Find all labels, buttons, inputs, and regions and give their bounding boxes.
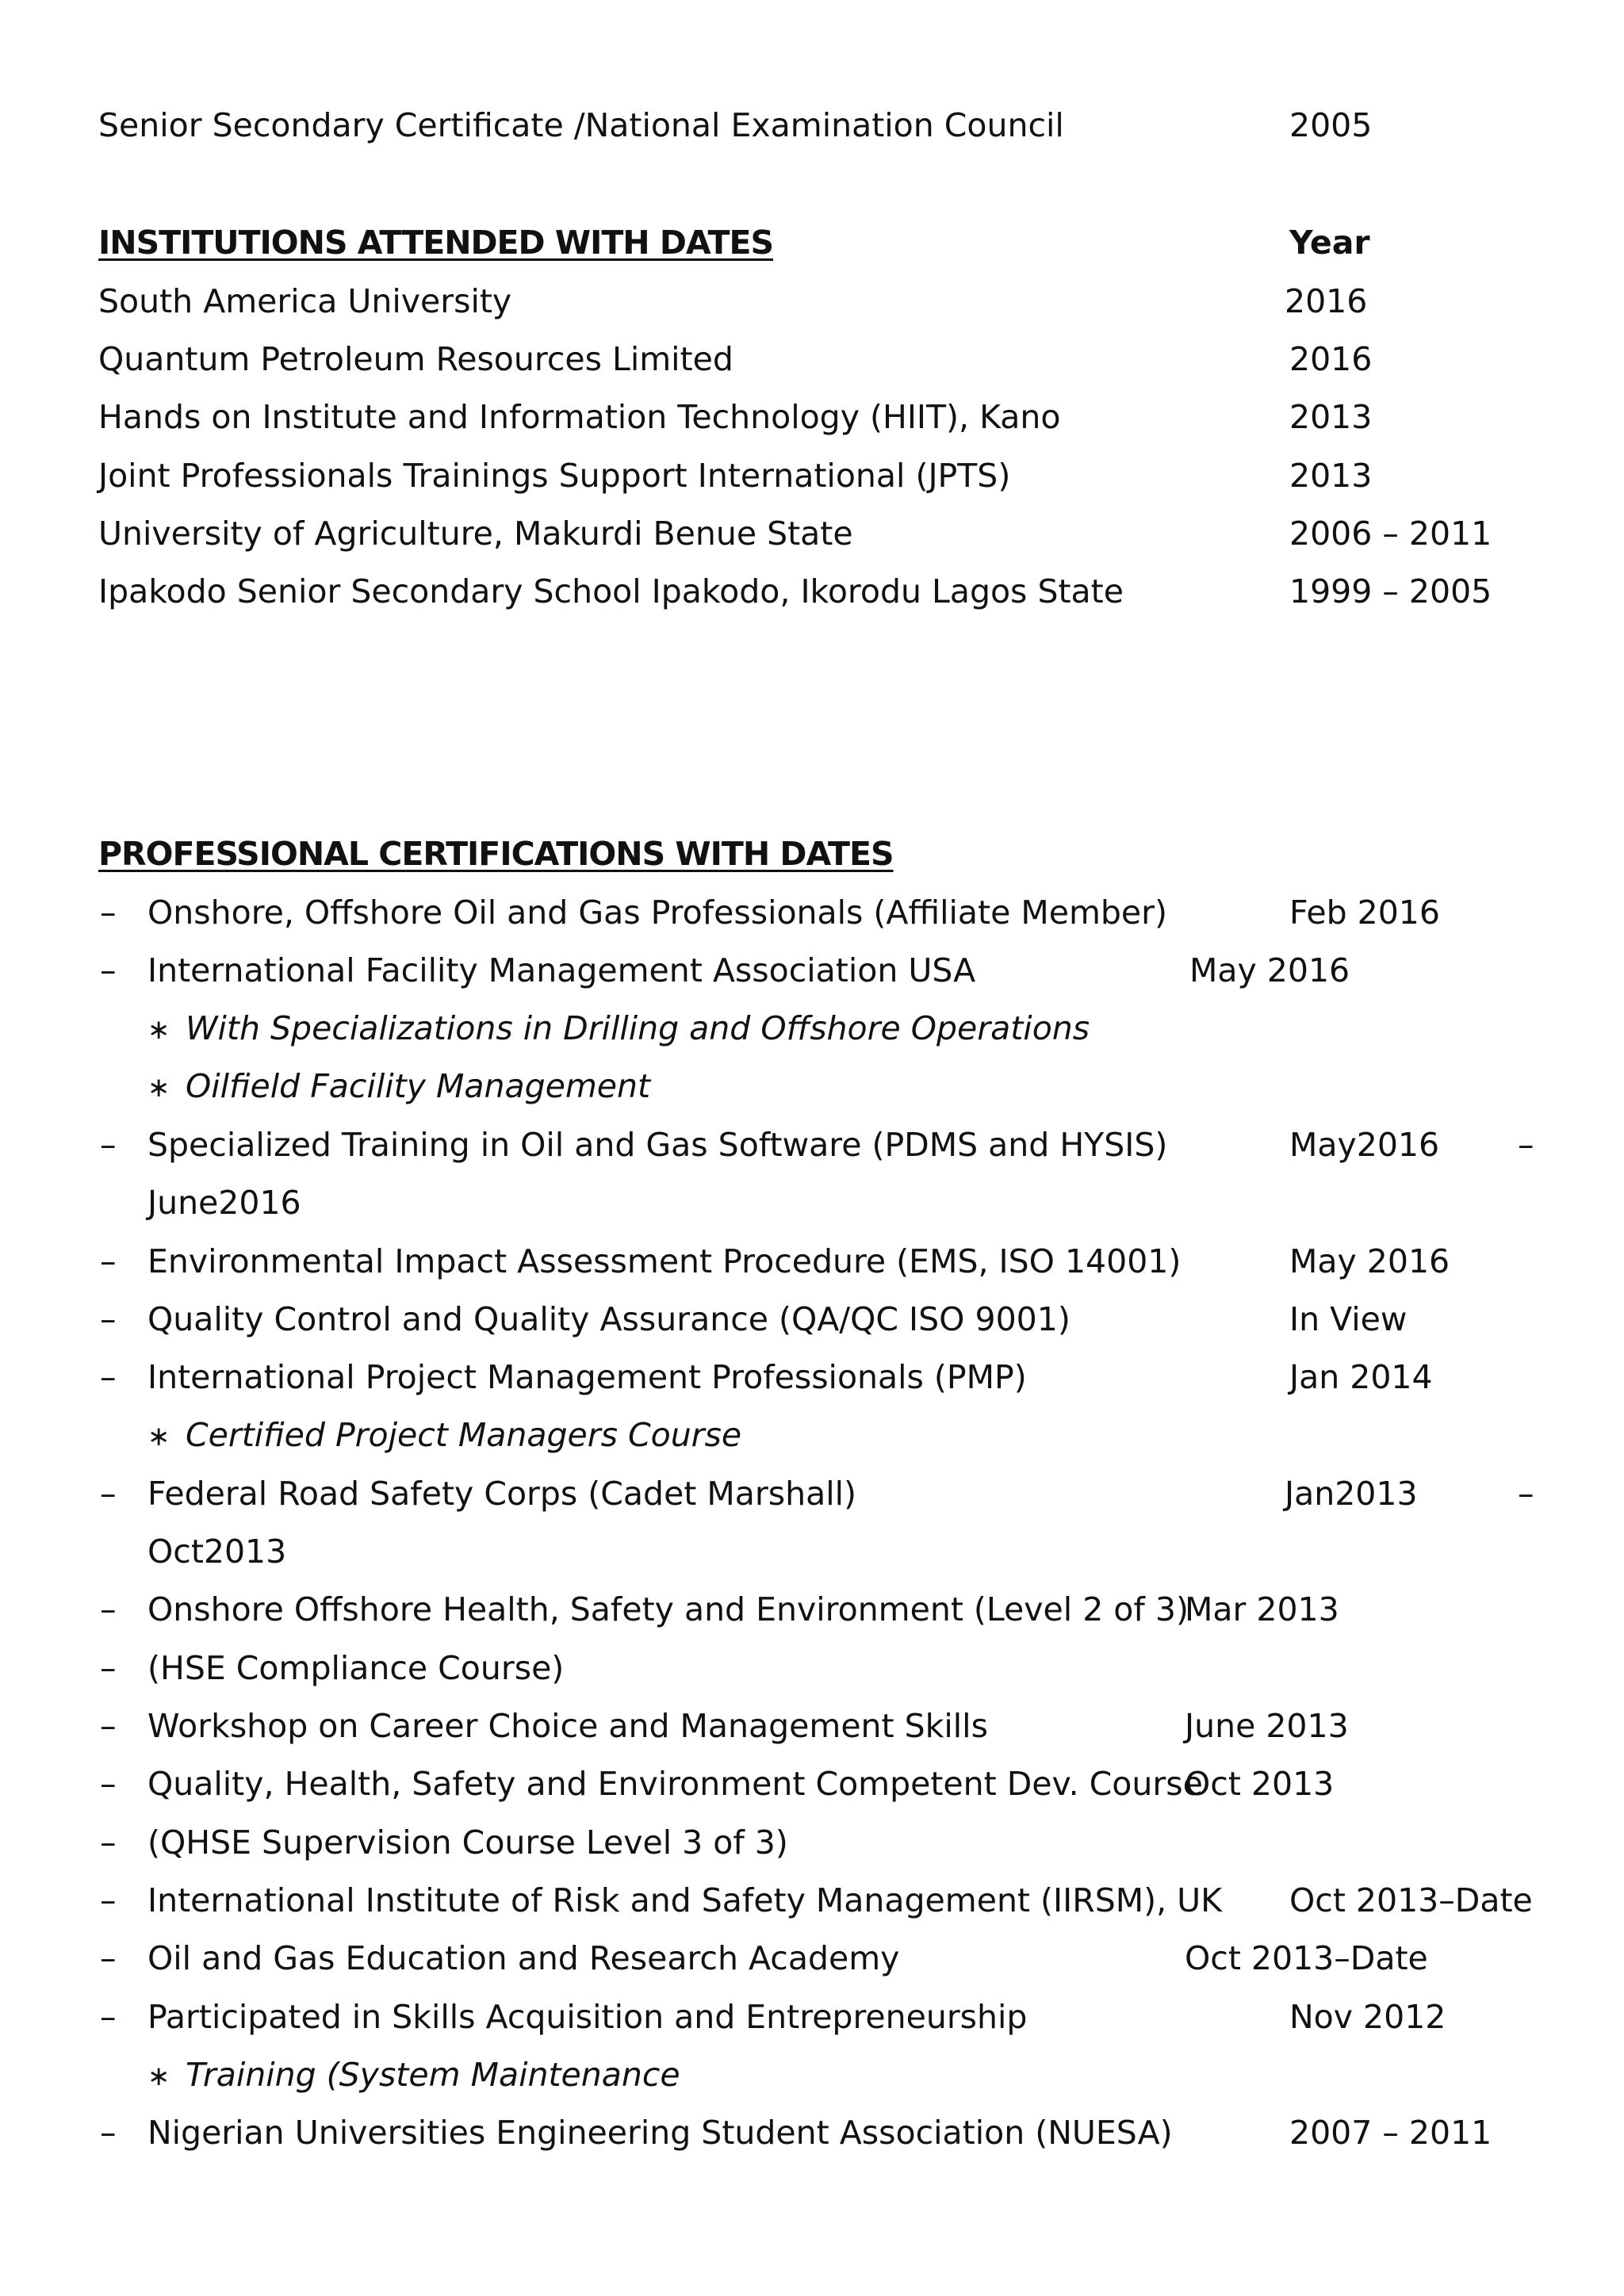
dash-bullet: – (100, 1881, 117, 1919)
institution-year: 2013 (1289, 457, 1373, 495)
certification-date: Jan 2014 (1289, 1358, 1433, 1396)
certification-date: Feb 2016 (1289, 894, 1440, 932)
ssce-text: Senior Secondary Certificate /National Examination Council (98, 106, 1064, 144)
certification-text: International Facility Management Association USA (147, 951, 976, 989)
certification-text: Workshop on Career Choice and Management Skills (147, 1707, 988, 1745)
certification-text: (QHSE Supervision Course Level 3 of 3) (147, 1823, 788, 1862)
certification-date: Mar 2013 (1185, 1590, 1339, 1628)
certification-date: Oct 2013 (1185, 1765, 1335, 1803)
institution-name: Hands on Institute and Information Technology (HIIT), Kano (98, 398, 1061, 436)
certification-subitem: Oilfield Facility Management (186, 1067, 651, 1105)
dash-bullet: – (100, 1707, 117, 1745)
dash-bullet: – (100, 2114, 117, 2152)
certification-text: International Project Management Professionals (PMP) (147, 1358, 1027, 1396)
institution-year: 1999 – 2005 (1289, 572, 1492, 610)
dash-bullet: – (100, 1823, 117, 1862)
dash-bullet: – (100, 1475, 117, 1513)
certification-text: Oil and Gas Education and Research Academy (147, 1939, 900, 1977)
certification-text: Onshore, Offshore Oil and Gas Professionals (Affiliate Member) (147, 894, 1167, 932)
certification-text: Environmental Impact Assessment Procedure (EMS, ISO 14001) (147, 1242, 1182, 1280)
institutions-heading: INSTITUTIONS ATTENDED WITH DATES (98, 224, 773, 262)
certifications-heading: PROFESSIONAL CERTIFICATIONS WITH DATES (98, 835, 894, 873)
certification-date: Nov 2012 (1289, 1998, 1446, 2036)
dash-bullet: – (100, 1765, 117, 1803)
certification-text: Participated in Skills Acquisition and Entrepreneurship (147, 1998, 1028, 2036)
date-range-dash: – (1518, 1126, 1534, 1164)
certification-text: (HSE Compliance Course) (147, 1649, 565, 1687)
certification-date: May 2016 (1289, 1242, 1450, 1280)
certification-text: Onshore Offshore Health, Safety and Environment (Level 2 of 3) (147, 1590, 1189, 1628)
institution-name: University of Agriculture, Makurdi Benue State (98, 515, 853, 553)
star-bullet: ∗ (147, 1072, 170, 1104)
certification-text: International Institute of Risk and Safety Management (IIRSM), UK (147, 1881, 1223, 1919)
date-range-dash: – (1518, 1475, 1534, 1513)
institution-name: South America University (98, 282, 512, 320)
dash-bullet: – (100, 1300, 117, 1338)
certification-text: Nigerian Universities Engineering Student Association (NUESA) (147, 2114, 1173, 2152)
certification-subitem: Training (System Maintenance (186, 2056, 680, 2094)
certification-text: Quality, Health, Safety and Environment Competent Dev. Course (147, 1765, 1203, 1803)
dash-bullet: – (100, 1358, 117, 1396)
certification-date: Oct 2013–Date (1185, 1939, 1428, 1977)
ssce-year: 2005 (1289, 106, 1373, 144)
certification-subitem: Certified Project Managers Course (186, 1416, 742, 1454)
dash-bullet: – (100, 1939, 117, 1977)
dash-bullet: – (100, 1649, 117, 1687)
certification-continuation: June2016 (147, 1184, 301, 1222)
star-bullet: ∗ (147, 1421, 170, 1452)
institutions-year-heading: Year (1289, 224, 1370, 262)
institution-year: 2013 (1289, 398, 1373, 436)
certification-date: June 2013 (1185, 1707, 1349, 1745)
certification-continuation: Oct2013 (147, 1533, 287, 1571)
certification-date: 2007 – 2011 (1289, 2114, 1492, 2152)
certification-date: May 2016 (1189, 951, 1350, 989)
institution-name: Quantum Petroleum Resources Limited (98, 340, 733, 378)
dash-bullet: – (100, 1242, 117, 1280)
institution-name: Joint Professionals Trainings Support International (JPTS) (98, 457, 1011, 495)
dash-bullet: – (100, 1590, 117, 1628)
institution-name: Ipakodo Senior Secondary School Ipakodo, Ikorodu Lagos State (98, 572, 1124, 610)
institution-year: 2016 (1285, 282, 1368, 320)
certification-date: Jan2013 (1285, 1475, 1418, 1513)
certification-text: Federal Road Safety Corps (Cadet Marshall) (147, 1475, 857, 1513)
dash-bullet: – (100, 894, 117, 932)
dash-bullet: – (100, 1998, 117, 2036)
certification-date: In View (1289, 1300, 1408, 1338)
star-bullet: ∗ (147, 2061, 170, 2092)
dash-bullet: – (100, 951, 117, 989)
dash-bullet: – (100, 1126, 117, 1164)
certification-date: Oct 2013–Date (1289, 1881, 1533, 1919)
star-bullet: ∗ (147, 1014, 170, 1046)
certification-text: Specialized Training in Oil and Gas Software (PDMS and HYSIS) (147, 1126, 1168, 1164)
institution-year: 2016 (1289, 340, 1373, 378)
institution-year: 2006 – 2011 (1289, 515, 1492, 553)
certification-text: Quality Control and Quality Assurance (QA/QC ISO 9001) (147, 1300, 1071, 1338)
certification-subitem: With Specializations in Drilling and Offshore Operations (186, 1009, 1090, 1047)
certification-date: May2016 (1289, 1126, 1440, 1164)
